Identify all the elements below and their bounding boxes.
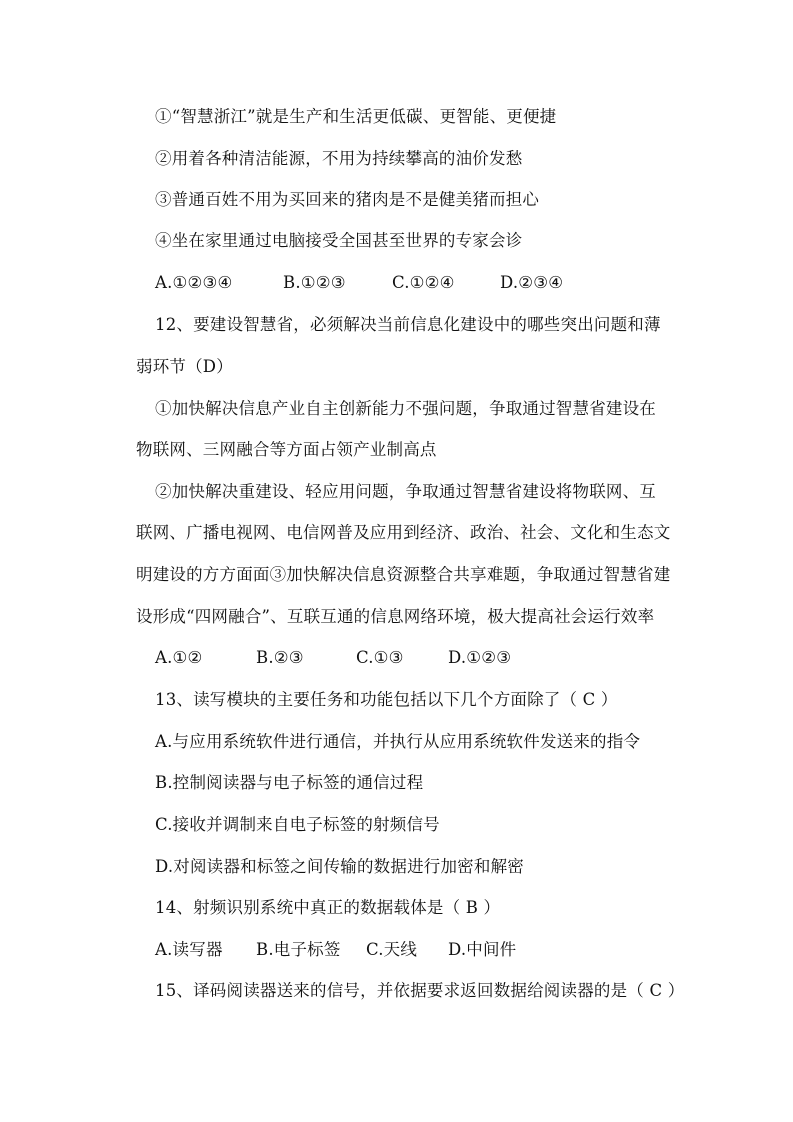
q12-option-b: B.②③ <box>256 648 304 667</box>
q13-option-b: B.控制阅读器与电子标签的通信过程 <box>155 773 424 792</box>
q12-option-c: C.①③ <box>356 648 404 667</box>
q12-option-a: A.①② <box>155 648 203 667</box>
q14-option-a: A.读写器 <box>155 940 223 959</box>
q12-option-d: D.①②③ <box>448 648 512 667</box>
question-15: 15、译码阅读器送来的信号，并依据要求返回数据给阅读器的是（ C ） <box>155 981 685 1000</box>
q12-statement-2: ②加快解决重建设、轻应用问题，争取通过智慧省建设将物联网、互 <box>155 482 656 501</box>
q12-statement-2-cont: 联网、广播电视网、电信网普及应用到经济、政治、社会、文化和生态文 <box>136 523 671 542</box>
q13-option-c: C.接收并调制来自电子标签的射频信号 <box>155 815 440 834</box>
question-14: 14、射频识别系统中真正的数据载体是（ B ） <box>155 898 501 917</box>
q12-statement-1-cont: 物联网、三网融合等方面占领产业制高点 <box>136 440 437 459</box>
q11-option-d: D.②③④ <box>500 273 564 292</box>
q14-option-d: D.中间件 <box>448 940 517 959</box>
q11-option-a: A.①②③④ <box>155 273 233 292</box>
q11-option-b: B.①②③ <box>283 273 346 292</box>
question-13: 13、读写模块的主要任务和功能包括以下几个方面除了（ C ） <box>155 690 618 709</box>
statement-4: ④坐在家里通过电脑接受全国甚至世界的专家会诊 <box>155 231 523 250</box>
statement-3: ③普通百姓不用为买回来的猪肉是不是健美猪而担心 <box>155 190 540 209</box>
q11-option-c: C.①②④ <box>392 273 455 292</box>
statement-1: ①“智慧浙江”就是生产和生活更低碳、更智能、更便捷 <box>155 107 557 126</box>
statement-2: ②用着各种清洁能源，不用为持续攀高的油价发愁 <box>155 149 523 168</box>
q13-option-d: D.对阅读器和标签之间传输的数据进行加密和解密 <box>155 857 524 876</box>
q12-statement-3-cont: 设形成“四网融合”、互联互通的信息网络环境，极大提高社会运行效率 <box>136 607 655 626</box>
q12-statement-1: ①加快解决信息产业自主创新能力不强问题，争取通过智慧省建设在 <box>155 399 656 418</box>
q12-statement-2-cont2: 明建设的方方面面③加快解决信息资源整合共享难题，争取通过智慧省建 <box>136 565 671 584</box>
q13-option-a: A.与应用系统软件进行通信，并执行从应用系统软件发送来的指令 <box>155 732 641 751</box>
q14-option-b: B.电子标签 <box>256 940 341 959</box>
q14-option-c: C.天线 <box>366 940 418 959</box>
question-12-cont: 弱环节（D） <box>136 357 233 376</box>
question-12: 12、要建设智慧省，必须解决当前信息化建设中的哪些突出问题和薄 <box>155 315 661 334</box>
